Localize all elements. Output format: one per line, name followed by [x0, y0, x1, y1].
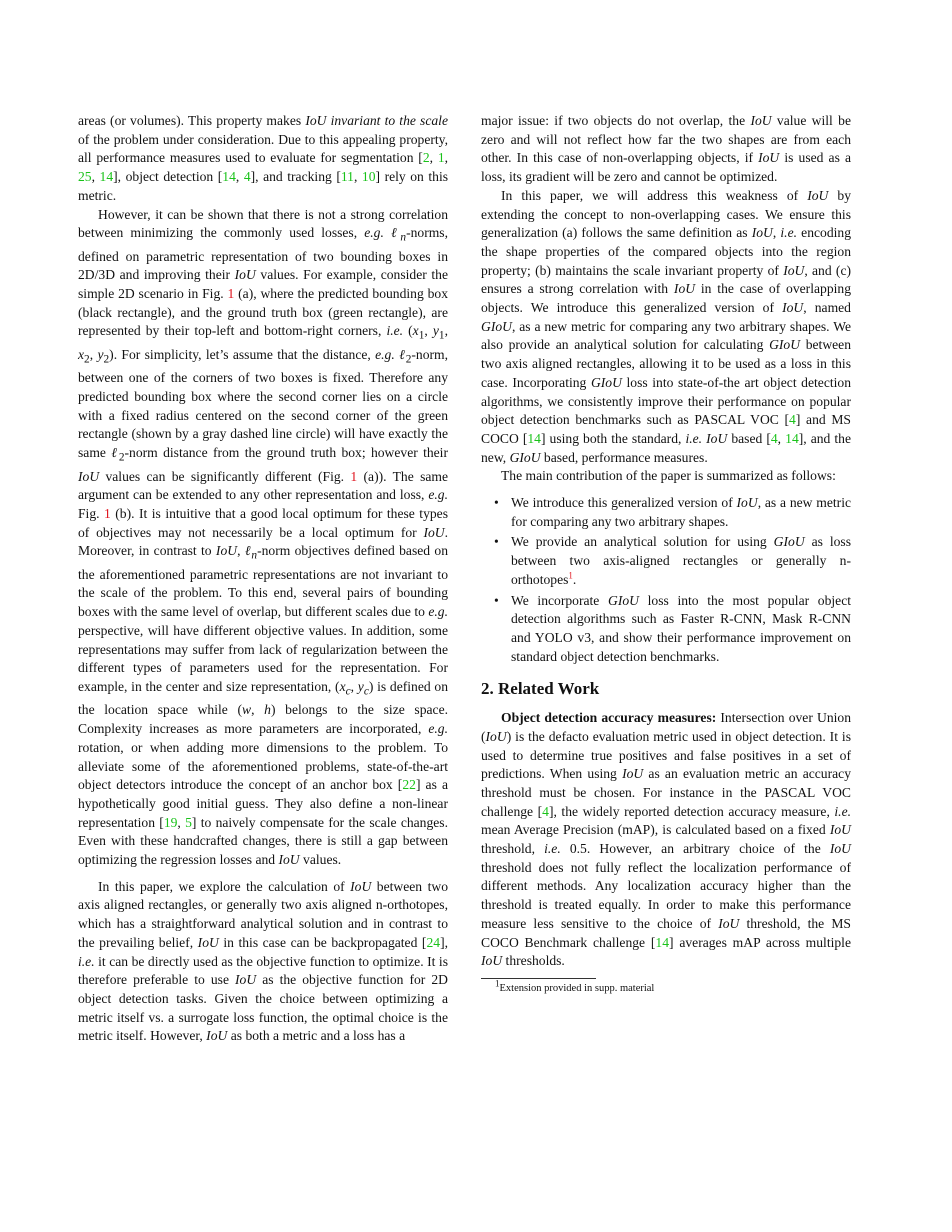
citation-link[interactable]: 24: [426, 934, 441, 950]
citation-link[interactable]: 22: [402, 777, 416, 793]
citation-link[interactable]: 5: [185, 814, 192, 830]
paragraph-iou-backprop: In this paper, we explore the calculation of IoU between two axis aligned rectangles, or generally two axis aligned n-orthotopes, which has a straightforward analytical solution and in contrast to the prevailing belief, IoU in this case can be backpropagated [24], i.e. it can be directly used as the objective function to optimize. It is therefore preferable to use IoU as the objective function for 2D object detection tasks. Given the choice between optimizing a metric itself vs. a surrogate loss function, the optimal choice is the metric itself. However, IoU as both a metric and a loss has a: [78, 878, 448, 1044]
citation-link[interactable]: 14: [222, 169, 236, 185]
list-item: • We incorporate GIoU loss into the most popular object detection algorithms such as Faster R-CNN, Mask R-CNN and YOLO v3, and show their performance improvement on standard object detection benchmarks.: [511, 592, 851, 667]
citation-link[interactable]: 4: [243, 169, 251, 185]
list-item: • We provide an analytical solution for using GIoU as loss between two axis-aligned rectangles or generally n-orthotopes$^1$.: [511, 533, 851, 589]
left-column: [78, 112, 448, 1046]
figure-link[interactable]: 1: [104, 505, 111, 521]
citation-link[interactable]: 1: [437, 150, 445, 166]
citation-link[interactable]: 14: [99, 169, 114, 185]
paragraph-giou-intro: In this paper, we will address this weakness of IoU by extending the concept to non-overlapping cases. We ensure this generalization (a) follows the same definition as IoU, i.e. encoding the shape properties of the compared objects into the region property; (b) maintains the scale invariant property of IoU, and (c) ensures a strong correlation with IoU in the case of overlapping objects. We introduce this generalized version of IoU, named GIoU, as a new metric for comparing any two arbitrary shapes. We also provide an analytical solution for calculating GIoU between two axis aligned rectangles, allowing it to be used as a loss in this case. Incorporating GIoU loss into state-of-the art object detection algorithms, we consistently improve their performance on popular object detection benchmarks such as PASCAL VOC [4] and MS COCO [14] using both the standard, i.e. IoU based [4, 14], and the new, GIoU based, performance measures.: [481, 187, 852, 465]
list-item: • We introduce this generalized version of IoU, as a new metric for comparing any two arbitrary shapes.: [511, 494, 851, 531]
citation-link[interactable]: 11: [340, 169, 354, 185]
footnote-link[interactable]: 1: [568, 570, 573, 581]
citation-link[interactable]: 19: [163, 814, 178, 830]
citation-link[interactable]: 2: [422, 150, 430, 166]
figure-link[interactable]: 1: [350, 468, 358, 484]
citation-link[interactable]: 14: [655, 934, 670, 950]
paragraph-loss-correlation: However, it can be shown that there is not a strong correlation between minimizing the commonly used losses, e.g. ℓ$_n$-norms, defined on parametric representation of two bounding boxes in 2D/3D and improving their IoU values. For example, consider the simple 2D scenario in Fig. 1 (a), where the predicted bounding box (black rectangle), and the ground truth box (green rectangle), are represented by their top-left and bottom-right corners, i.e. ($x_1$, $y_1$, $x_2$, $y_2$). For simplicity, let’s assume that the distance, e.g. ℓ$_2$-norm, between one of the corners of two boxes is fixed. Therefore any predicted bounding box where the second corner lies on a circle with a fixed radius centered on the second corner of the green rectangle (shown by a gray dashed line circle) will have exactly the same ℓ$_2$-norm distance from the ground truth box; however their IoU values can be significantly different (Fig. 1 (a)). The same argument can be extended to any other representation and loss, e.g. Fig. 1 (b). It is intuitive that a good local optimum for these types of objectives may not necessarily be a local optimum for IoU. Moreover, in contrast to IoU, ℓ$_n$-norm objectives defined based on the aforementioned parametric representations are not invariant to the scale of the problem. To this end, several pairs of bounding boxes with the same level of overlap, but different scales due to e.g. perspective, will have different objective values. In addition, some representations may suffer from lack of regularization between the different types of parameters used for the representation. For example, in the center and size representation, ($x_c$, $y_c$) is defined on the location space while (w, h) belongs to the size space. Complexity increases as more parameters are incorporated, e.g. rotation, or when adding more dimensions to the problem. To alleviate some of the aforementioned problems, state-of-the-art object detectors introduce the concept of an anchor box [22] as a hypothetically good initial guess. They also define a non-linear representation [19, 5] to naively compensate for the scale changes. Even with these handcrafted changes, there is still a gap between optimizing the regression losses and IoU values.: [78, 206, 449, 868]
contributions-list: [481, 494, 851, 666]
citation-link[interactable]: 4: [789, 412, 796, 428]
paragraph-accuracy-measures: Object detection accuracy measures: Intersection over Union (IoU) is the defacto evaluation metric used in object detection. It is used to determine true positives and false positives in a set of predictions. When using IoU as an evaluation metric an accuracy threshold must be chosen. For instance in the PASCAL VOC challenge [4], the widely reported detection accuracy measure, i.e. mean Average Precision (mAP), is calculated based on a fixed IoU threshold, i.e. 0.5. However, an arbitrary choice of the IoU threshold does not fully reflect the localization performance of different methods. Any localization accuracy higher than the threshold is treated equally. In order to make this performance measure less sensitive to the choice of IoU threshold, the MS COCO Benchmark challenge [14] averages mAP across multiple IoU thresholds.: [481, 710, 852, 969]
footnote: $^1$Extension provided in supp. material: [495, 978, 655, 994]
citation-link[interactable]: 4: [770, 430, 778, 446]
citation-link[interactable]: 14: [785, 430, 799, 446]
citation-link[interactable]: 25: [78, 169, 92, 185]
paragraph-iou-issue: major issue: if two objects do not overlap, the IoU value will be zero and will not reflect how far the two shapes are from each other. In this case of non-overlapping objects, if IoU is used as a loss, its gradient will be zero and cannot be optimized.: [481, 113, 852, 185]
paragraph-contributions-lead: The main contribution of the paper is summarized as follows:: [501, 468, 836, 484]
citation-link[interactable]: 10: [361, 169, 376, 185]
section-heading: 2. Related Work: [481, 679, 600, 699]
citation-link[interactable]: 4: [542, 803, 549, 819]
paragraph-iou-scale-invariance: areas (or volumes). This property makes IoU invariant to the scale of the problem under consideration. Due to this appealing property, all performance measures used to evaluate for segmentation [2, 1, 25, 14], object detection [14, 4], and tracking [11, 10] rely on this metric.: [78, 113, 449, 203]
right-column: [481, 112, 851, 996]
figure-link[interactable]: 1: [227, 286, 235, 302]
citation-link[interactable]: 14: [527, 430, 541, 446]
